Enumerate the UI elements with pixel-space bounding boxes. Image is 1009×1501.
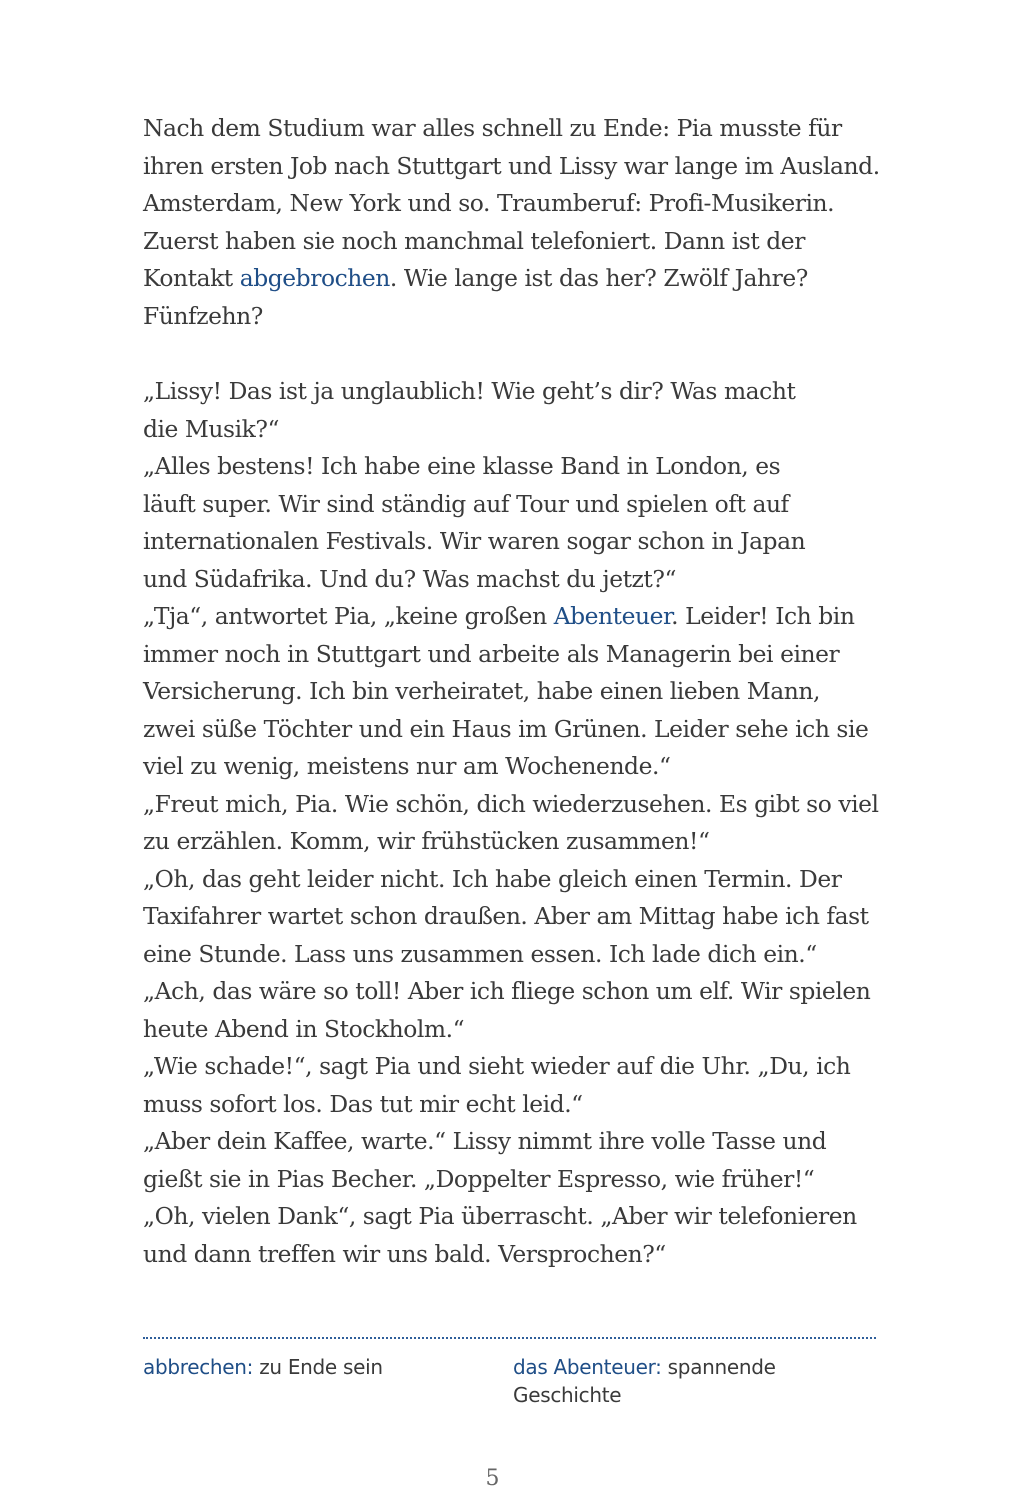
text-line: „Oh, das geht leider nicht. Ich habe gleich einen Termin. Der	[143, 864, 842, 893]
text-line: viel zu wenig, meistens nur am Wochenende.“	[143, 752, 671, 780]
text-line: „Freut mich, Pia. Wie schön, dich wiederzusehen. Es gibt so viel	[143, 789, 879, 818]
text-segment: „Tja“, antwortet Pia, „keine großen	[143, 602, 554, 630]
text-line: muss sofort los. Das tut mir echt leid.“	[143, 1089, 583, 1118]
text-line	[143, 598, 878, 636]
text-line: heute Abend in Stockholm.“	[143, 1014, 465, 1043]
narrative-paragraph	[143, 110, 878, 335]
glossary-divider	[143, 1337, 876, 1339]
text-line: Nach dem Studium war alles schnell zu Ende: Pia musste für	[143, 114, 842, 142]
vocab-word-abenteuer: Abenteuer	[553, 602, 672, 630]
text-line: „Oh, vielen Dank“, sagt Pia überrascht. „Aber wir telefonieren	[143, 1202, 857, 1230]
text-line: Amsterdam, New York und so. Traumberuf: Profi-Musikerin.	[143, 189, 835, 217]
text-line: „Aber dein Kaffee, warte.“ Lissy nimmt ihre volle Tasse und	[143, 1127, 827, 1155]
glossary-term: das Abenteuer:	[513, 1355, 662, 1379]
text-line: „Alles bestens! Ich habe eine klasse Band in London, es	[143, 452, 781, 480]
text-line: immer noch in Stuttgart und arbeite als Managerin bei einer	[143, 639, 840, 668]
text-line: zu erzählen. Komm, wir frühstücken zusammen!“	[143, 827, 710, 855]
text-line: Versicherung. Ich bin verheiratet, habe einen lieben Mann,	[143, 677, 820, 705]
glossary-definition: spannende Geschichte	[513, 1355, 776, 1407]
glossary-entry-abbrechen	[143, 1353, 473, 1381]
text-segment: . Leider! Ich bin	[671, 602, 855, 630]
text-line: zwei süße Töchter und ein Haus im Grünen. Leider sehe ich sie	[143, 714, 869, 743]
dialogue-section	[143, 373, 878, 1273]
text-line: „Lissy! Das ist ja unglaublich! Wie geht’s dir? Was macht	[143, 377, 796, 405]
glossary-entry-abenteuer	[513, 1353, 843, 1409]
text-line: und Südafrika. Und du? Was machst du jetzt?“	[143, 564, 676, 593]
text-line	[143, 260, 878, 298]
glossary-term: abbrechen:	[143, 1355, 254, 1379]
text-line: und dann treffen wir uns bald. Versprochen?“	[143, 1239, 666, 1268]
text-line: „Wie schade!“, sagt Pia und sieht wieder auf die Uhr. „Du, ich	[143, 1052, 851, 1080]
text-line: Taxifahrer wartet schon draußen. Aber am Mittag habe ich fast	[143, 902, 869, 930]
text-line: ihren ersten Job nach Stuttgart und Lissy war lange im Ausland.	[143, 151, 880, 180]
text-line: gießt sie in Pias Becher. „Doppelter Espresso, wie früher!“	[143, 1164, 815, 1193]
text-segment: . Wie lange ist das her? Zwölf Jahre?	[389, 264, 808, 292]
text-line: Fünfzehn?	[143, 301, 263, 330]
glossary-definition: zu Ende sein	[253, 1355, 383, 1379]
page-number: 5	[485, 1466, 500, 1491]
text-line: eine Stunde. Lass uns zusammen essen. Ich lade dich ein.“	[143, 939, 817, 968]
text-segment: Kontakt	[143, 264, 240, 292]
text-line: Zuerst haben sie noch manchmal telefoniert. Dann ist der	[143, 226, 805, 255]
text-line: läuft super. Wir sind ständig auf Tour und spielen oft auf	[143, 489, 789, 518]
vocab-word-abgebrochen: abgebrochen	[239, 264, 390, 292]
text-line: die Musik?“	[143, 414, 279, 443]
text-line: internationalen Festivals. Wir waren sogar schon in Japan	[143, 527, 806, 555]
text-line: „Ach, das wäre so toll! Aber ich fliege schon um elf. Wir spielen	[143, 977, 871, 1005]
